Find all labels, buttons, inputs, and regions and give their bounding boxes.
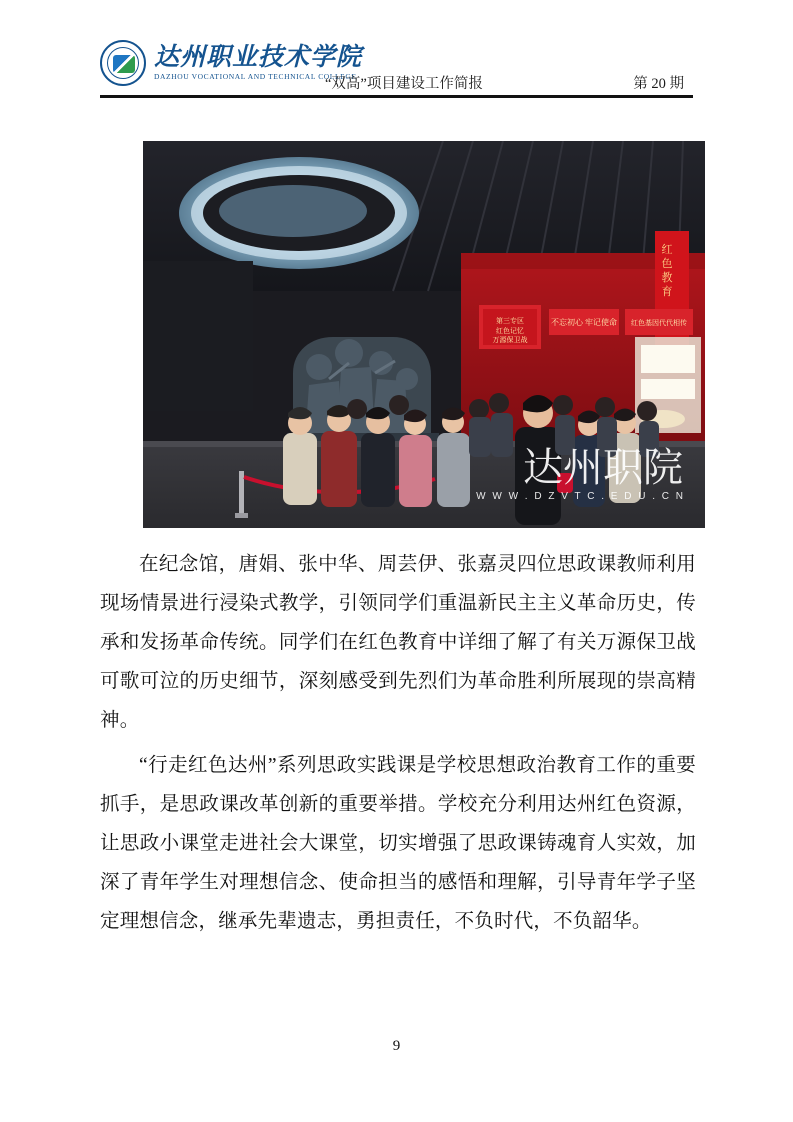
svg-text:教: 教 xyxy=(661,272,673,284)
svg-text:红色记忆: 红色记忆 xyxy=(496,327,524,335)
svg-text:万源保卫战: 万源保卫战 xyxy=(492,336,528,344)
document-header xyxy=(100,40,690,98)
header-divider xyxy=(100,95,693,98)
svg-text:不忘初心 牢记使命: 不忘初心 牢记使命 xyxy=(551,318,617,327)
page-number: 9 xyxy=(392,1038,401,1054)
photo-illustration xyxy=(143,141,705,528)
bulletin-issue: 第 20 期 xyxy=(633,76,684,92)
college-seal-icon xyxy=(100,40,146,86)
article-photo xyxy=(143,141,705,528)
paragraph-1: 在纪念馆，唐娟、张中华、周芸伊、张嘉灵四位思政课教师利用现场情景进行浸染式教学，引领同学们重温新民主主义革命历史，传承和发扬革命传统。同学们在红色教育中详细了解了有关万源保卫战可歌可泣的历史细节，深刻感受到先烈们为革命胜利所展现的崇高精神。 xyxy=(100,554,696,731)
paragraph-2: “行走红色达州”系列思政实践课是学校思想政治教育工作的重要抓手，是思政课改革创新的重要举措。学校充分利用达州红色资源，让思政小课堂走进社会大课堂，切实增强了思政课铸魂育人实效，加深了青年学生对理想信念、使命担当的感悟和理解，引导青年学子坚定理想信念，继承先辈遗志，勇担责任，不负时代，不负韶华。 xyxy=(100,755,696,932)
seal-emblem-icon xyxy=(113,55,135,73)
svg-text:红: 红 xyxy=(661,244,673,256)
article-body xyxy=(100,545,696,947)
svg-text:红色基因代代相传: 红色基因代代相传 xyxy=(631,319,687,327)
college-name-cn: 达州职业技术学院 xyxy=(154,43,363,71)
svg-text:育: 育 xyxy=(661,286,673,298)
svg-text:W W W . D Z V T C . E D U . C: W W W . D Z V T C . E D U . C N xyxy=(476,491,685,502)
svg-text:第三专区: 第三专区 xyxy=(496,317,524,325)
svg-text:色: 色 xyxy=(661,258,673,270)
svg-text:达州职院: 达州职院 xyxy=(523,445,683,490)
bulletin-title: “双高”项目建设工作简报 xyxy=(325,76,483,92)
college-name-en: DAZHOU VOCATIONAL AND TECHNICAL COLLEGE xyxy=(154,72,357,82)
college-logo xyxy=(100,40,362,86)
